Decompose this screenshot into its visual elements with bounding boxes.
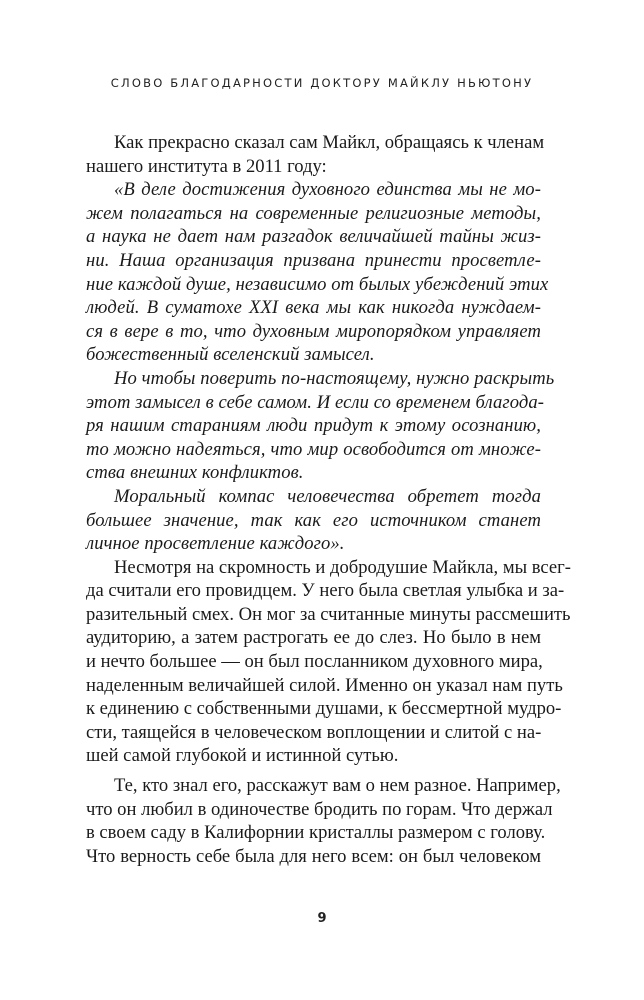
quote-paragraph-3 xyxy=(86,485,541,556)
text-line: в своем саду в Калифорнии кристаллы размером с голову. xyxy=(86,822,546,844)
text-line: и нечто большее — он был посланником духовного мира, xyxy=(86,651,543,673)
text-line: шей самой глубокой и истинной сутью. xyxy=(86,745,399,767)
text-line: ря нашим стараниям люди придут к этому осознанию, xyxy=(86,415,541,437)
text-line: ся в вере в то, что духовным миропорядком управляет xyxy=(86,320,541,342)
text-line: людей. В суматохе XXI века мы как никогда нуждаем- xyxy=(86,297,541,319)
quote-paragraph-1 xyxy=(86,178,549,367)
text-line: ние каждой душе, независимо от былых убеждений этих xyxy=(86,273,549,295)
text-line: Что верность себе была для него всем: он был человеком xyxy=(86,845,541,867)
paragraph-visionary xyxy=(86,556,571,768)
text-line: большее значение, так как его источником станет xyxy=(86,509,541,531)
page-body xyxy=(86,131,571,868)
text-line: а наука не дает нам разгадок величайшей тайны жиз- xyxy=(86,226,541,248)
text-line: Но чтобы поверить по-настоящему, нужно раскрыть xyxy=(114,367,555,389)
text-line: да считали его провидцем. У него была светлая улыбка и за- xyxy=(86,580,565,602)
text-line: личное просветление каждого». xyxy=(86,533,345,555)
text-line: жем полагаться на современные религиозные методы, xyxy=(86,202,541,224)
text-line: то можно надеяться, что мир освободится от множе- xyxy=(86,438,541,460)
page-number: 9 xyxy=(317,911,327,926)
text-line: что он любил в одиночестве бродить по горам. Что держал xyxy=(86,798,553,820)
text-line: аудиторию, а затем растрогать ее до слез. Но было в нем xyxy=(86,627,541,649)
text-line: Несмотря на скромность и добродушие Майкла, мы всег- xyxy=(114,556,571,578)
text-line: разительный смех. Он мог за считанные минуты рассмешить xyxy=(86,603,571,625)
text-line: к единению с собственными душами, к бессмертной мудро- xyxy=(86,698,562,720)
text-line: Как прекрасно сказал сам Майкл, обращаясь к членам xyxy=(114,132,545,153)
text-line: сти, таящейся в человеческом воплощении и слитой с на- xyxy=(86,721,542,743)
text-line: нашего института в 2011 году: xyxy=(86,155,327,177)
text-line: ни. Наша организация призвана принести просветле- xyxy=(86,249,541,271)
text-line: ства внешних конфликтов. xyxy=(86,462,304,484)
text-line: «В деле достижения духовного единства мы не мо- xyxy=(114,179,541,201)
text-line: наделенным величайшей силой. Именно он указал нам путь xyxy=(86,674,563,696)
text-line: божественный вселенский замысел. xyxy=(86,344,375,366)
running-head: СЛОВО БЛАГОДАРНОСТИ ДОКТОРУ МАЙКЛУ НЬЮТОНУ xyxy=(110,76,534,90)
quote-paragraph-2 xyxy=(86,367,555,485)
paragraph-memories xyxy=(86,774,561,868)
text-line: Моральный компас человечества обретет тогда xyxy=(114,485,541,507)
text-line: этот замысел в себе самом. И если со временем благода- xyxy=(86,391,545,413)
paragraph-intro xyxy=(86,131,545,178)
text-line: Те, кто знал его, расскажут вам о нем разное. Например, xyxy=(114,775,561,797)
